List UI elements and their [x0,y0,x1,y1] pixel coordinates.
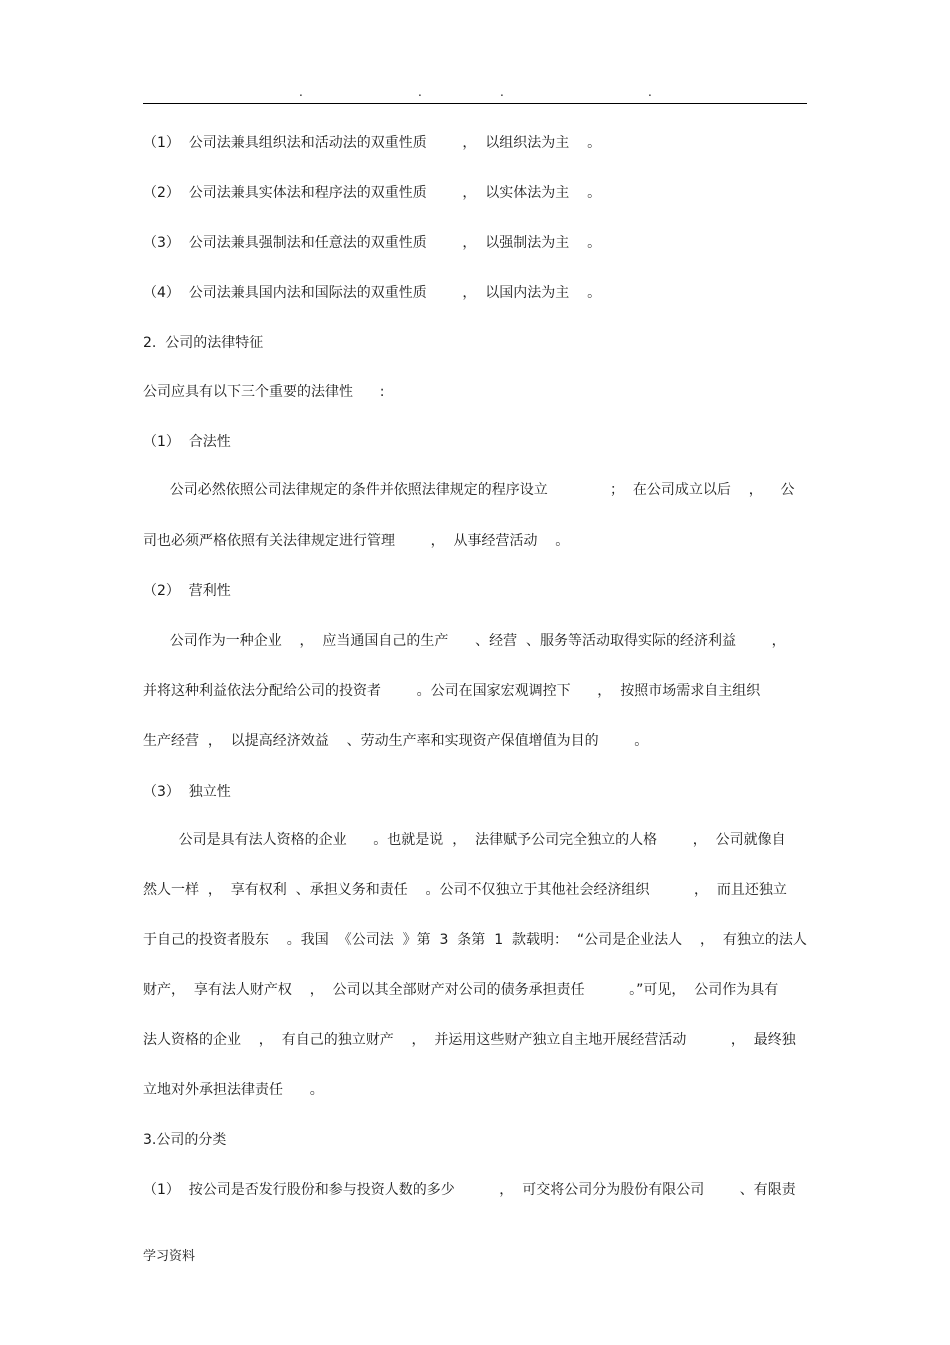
text-line: （3） 公司法兼具强制法和任意法的双重性质 ， 以强制法为主 。 [143,235,602,251]
text-line: 法人资格的企业 ， 有自己的独立财产 ， 并运用这些财产独立自主地开展经营活动 ， 最终独 [143,1032,796,1048]
text-line: 司也必须严格依照有关法律规定进行管理 ， 从事经营活动 。 [143,533,570,549]
subheading: （2） 营利性 [143,583,231,599]
text-line: 公司应具有以下三个重要的法律性 : [143,384,385,400]
footer-label: 学习资料 [143,1249,196,1264]
text-line: 于自己的投资者股东 。我国 《公司法 》第 3 条第 1 款载明： “公司是企业法人 ， 有独立的法人 [143,932,807,948]
text-line: 财产， 享有法人财产权 ， 公司以其全部财产对公司的债务承担责任 。”可见， 公司作为具有 [143,982,779,998]
header-rule [143,103,807,104]
text-line: 公司作为一种企业 ， 应当通国自己的生产 、经营 、服务等活动取得实际的经济利益 ， [143,633,786,649]
text-line: （4） 公司法兼具国内法和国际法的双重性质 ， 以国内法为主 。 [143,285,602,301]
text-line: 立地对外承担法律责任 。 [143,1082,324,1098]
text-line: 公司必然依照公司法律规定的条件并依照法律规定的程序设立 ； 在公司成立以后 ， 公 [143,482,795,498]
text-line: （1） 按公司是否发行股份和参与投资人数的多少 ， 可交将公司分为股份有限公司 、有限责 [143,1182,796,1198]
header-dot: . [299,85,303,99]
subheading: （3） 独立性 [143,784,231,800]
header-dot: . [500,85,504,99]
section-heading: 2. 公司的法律特征 [143,335,264,351]
text-line: （1） 公司法兼具组织法和活动法的双重性质 ， 以组织法为主 。 [143,135,602,151]
subheading: （1） 合法性 [143,434,231,450]
text-line: 然人一样 ， 享有权利 、承担义务和责任 。公司不仅独立于其他社会经济组织 ， 而且还独立 [143,882,787,898]
header-dot: . [648,85,652,99]
header-dot: . [418,85,422,99]
text-line: 并将这种利益依法分配给公司的投资者 。公司在国家宏观调控下 ， 按照市场需求自主组织 [143,683,761,699]
text-line: （2） 公司法兼具实体法和程序法的双重性质 ， 以实体法为主 。 [143,185,602,201]
header-dots [0,86,950,100]
section-heading: 3.公司的分类 [143,1132,227,1148]
text-line: 生产经营 ， 以提高经济效益 、劳动生产率和实现资产保值增值为目的 。 [143,733,649,749]
text-line: 公司是具有法人资格的企业 。也就是说 ， 法律赋予公司完全独立的人格 ， 公司就像自 [143,832,786,848]
